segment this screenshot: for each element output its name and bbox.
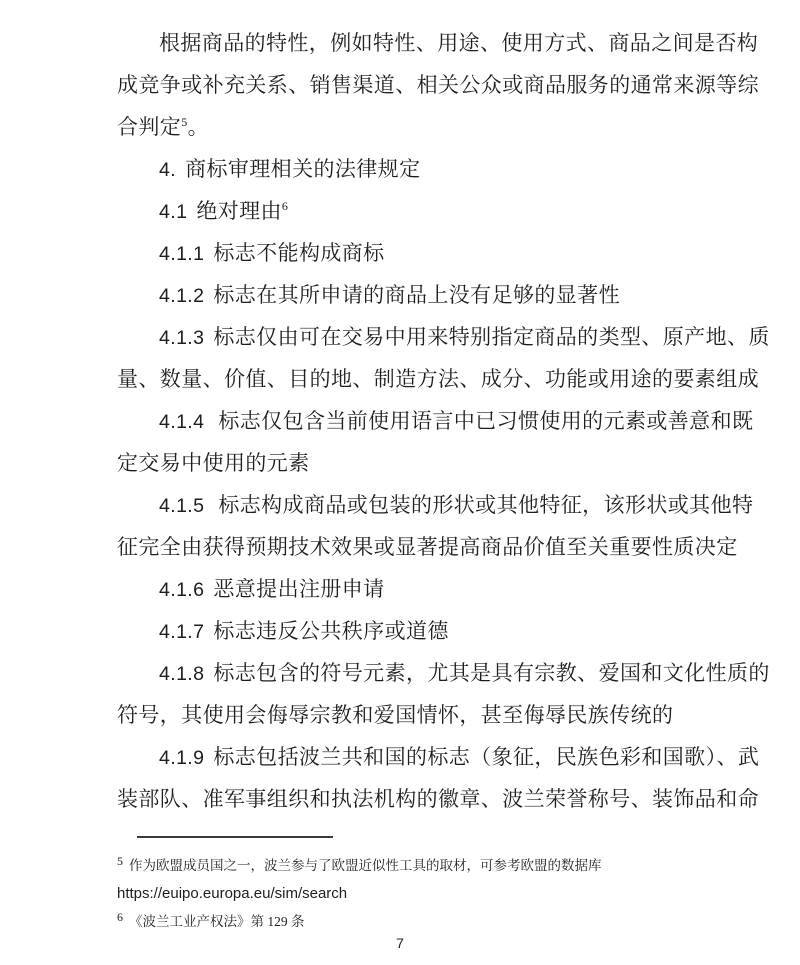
item-4-1-6: [117, 568, 688, 610]
intro-paragraph-line-1: [117, 22, 759, 64]
item-4-1-9: [117, 736, 760, 778]
intro-paragraph-line-2: [117, 64, 759, 106]
item-text: 标志构成商品或包装的形状或其他特征，该形状或其他特: [218, 493, 754, 517]
page-number: 7: [396, 935, 404, 951]
item-number: 4.1.9: [159, 747, 205, 769]
item-4-1-5: [117, 484, 754, 526]
heading-section-4-1: [117, 190, 688, 232]
item-text: 定交易中使用的元素: [117, 451, 310, 475]
item-4-1-4: [117, 400, 754, 442]
footnote-ref-6: 6: [281, 199, 289, 213]
item-4-1-7: [117, 610, 688, 652]
item-4-1-9-continuation: [117, 778, 759, 820]
item-number: 4.1.6: [159, 579, 205, 601]
footnote-6: [117, 908, 688, 936]
item-4-1-3: [117, 316, 770, 358]
item-text: 量、数量、价值、目的地、制造方法、成分、功能或用途的要素组成: [117, 367, 759, 391]
footnote-text: 《波兰工业产权法》第 129 条: [129, 914, 305, 929]
item-number: 4.1.5: [159, 495, 205, 517]
item-text: 标志包含的符号元素，尤其是具有宗教、爱国和文化性质的: [213, 661, 770, 685]
item-4-1-1: [117, 232, 688, 274]
item-4-1-5-continuation: [117, 526, 738, 568]
footnote-text: 作为欧盟成员国之一，波兰参与了欧盟近似性工具的取材，可参考欧盟的数据库: [129, 858, 602, 873]
item-4-1-3-continuation: [117, 358, 759, 400]
footnotes-section: [0, 836, 800, 936]
item-number: 4.1.8: [159, 663, 205, 685]
footnote-5-url: https://euipo.europa.eu/sim/search: [117, 885, 348, 902]
item-text: 标志违反公共秩序或道德: [213, 619, 449, 643]
item-number: 4.1.4: [159, 411, 205, 433]
item-text: 装部队、准军事组织和执法机构的徽章、波兰荣誉称号、装饰品和命: [117, 787, 759, 811]
footnote-marker-6: 6: [117, 909, 123, 924]
item-text: 征完全由获得预期技术效果或显著提高商品价值至关重要性质决定: [117, 535, 738, 559]
section-number: 4.: [159, 159, 177, 181]
item-4-1-4-continuation: [117, 442, 688, 484]
item-text: 标志包括波兰共和国的标志（象征，民族色彩和国歌）、武: [213, 745, 760, 769]
heading-text: 商标审理相关的法律规定: [185, 157, 421, 181]
footnote-marker-5: 5: [117, 853, 123, 868]
item-text: 恶意提出注册申请: [213, 577, 385, 601]
footnote-5: [117, 852, 688, 880]
item-4-1-8: [117, 652, 770, 694]
item-number: 4.1.7: [159, 621, 205, 643]
body-text: 成竞争或补充关系、销售渠道、相关公众或商品服务的通常来源等综: [117, 73, 759, 97]
item-number: 4.1.2: [159, 285, 205, 307]
footnote-ref-5: 5: [181, 115, 188, 129]
item-text: 标志不能构成商标: [213, 241, 385, 265]
item-text: 标志在其所申请的商品上没有足够的显著性: [213, 283, 620, 307]
footnote-separator: [137, 836, 333, 838]
heading-text: 绝对理由: [196, 199, 282, 223]
item-text: 符号，其使用会侮辱宗教和爱国情怀，甚至侮辱民族传统的: [117, 703, 674, 727]
body-text: 。: [187, 115, 210, 139]
item-4-1-8-continuation: [117, 694, 688, 736]
item-4-1-2: [117, 274, 688, 316]
item-number: 4.1.3: [159, 327, 205, 349]
item-text: 标志仅包含当前使用语言中已习惯使用的元素或善意和既: [218, 409, 754, 433]
section-number: 4.1: [159, 201, 188, 223]
body-text: 合判定: [117, 115, 182, 139]
item-number: 4.1.1: [159, 243, 205, 265]
body-text: 根据商品的特性，例如特性、用途、使用方式、商品之间是否构: [159, 31, 759, 55]
item-text: 标志仅由可在交易中用来特别指定商品的类型、原产地、质: [213, 325, 770, 349]
intro-paragraph-line-3: [117, 106, 688, 148]
heading-section-4: [117, 148, 688, 190]
